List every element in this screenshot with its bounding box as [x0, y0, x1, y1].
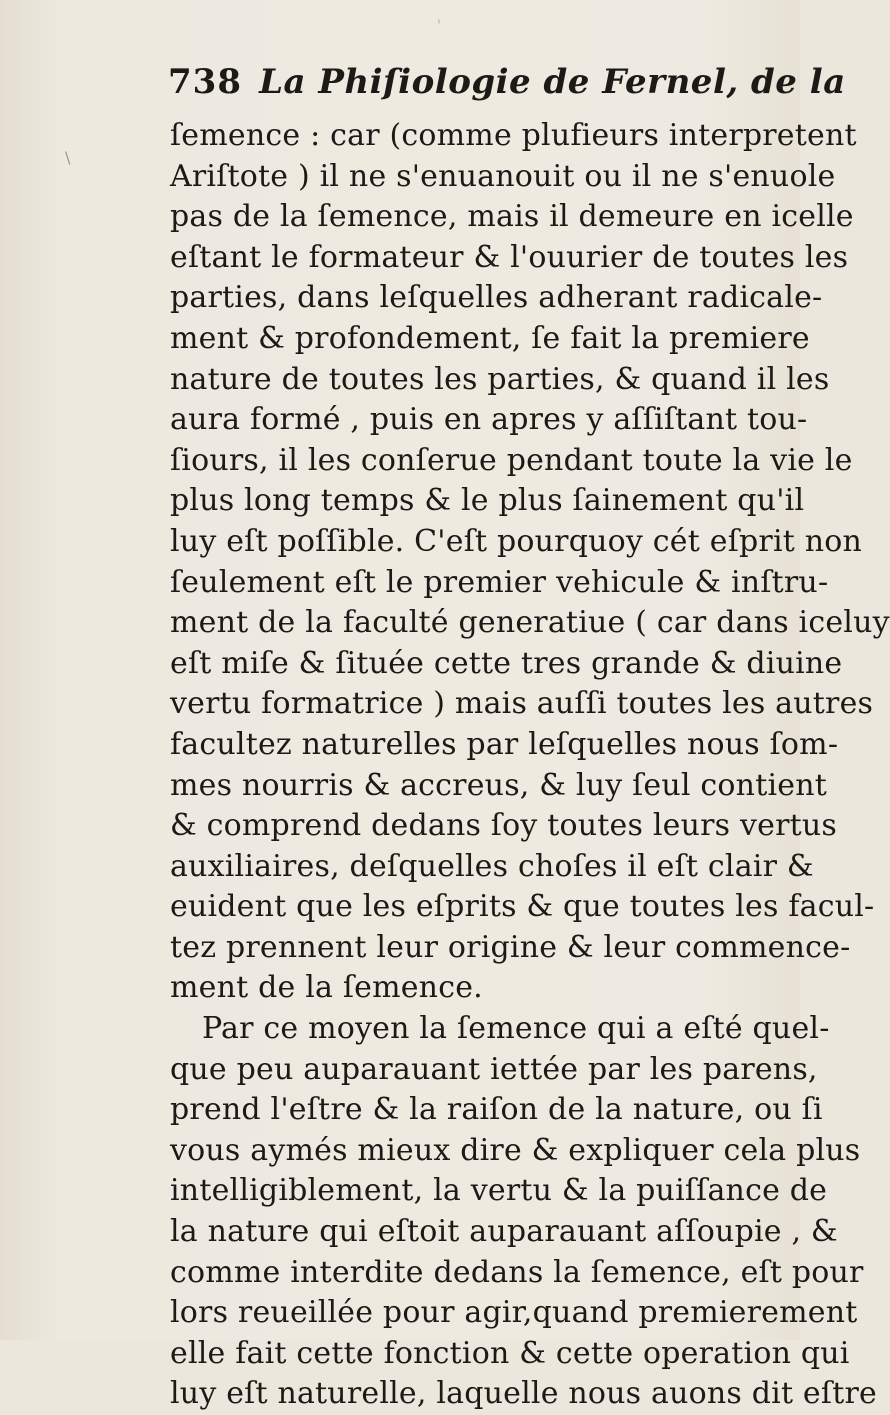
text-line: lors reueillée pour agir,quand premierement: [170, 1295, 858, 1331]
body-text: [170, 116, 890, 1415]
page-number: 738: [168, 62, 242, 102]
text-line: eſt miſe & ſituée cette tres grande & diuine: [170, 645, 843, 681]
text-line: vous aymés mieux dire & expliquer cela plus: [170, 1132, 861, 1168]
text-line: Ariſtote ) il ne s'enuanouit ou il ne s'enuole: [170, 158, 836, 194]
text-line: ment de la ſemence.: [170, 970, 483, 1006]
text-line: luy eſt naturelle, laquelle nous auons dit eſtre: [170, 1376, 877, 1412]
text-line: mes nourris & accreus, & luy ſeul contient: [170, 767, 827, 803]
text-line: plus long temps & le plus ſainement qu'il: [170, 483, 805, 519]
text-line: parties, dans leſquelles adherant radicale-: [170, 280, 823, 316]
text-line: comme interdite dedans la ſemence, eſt pour: [170, 1254, 864, 1290]
text-line: nature de toutes les parties, & quand il les: [170, 361, 830, 397]
text-line: ſeulement eſt le premier vehicule & inſtru-: [170, 564, 829, 600]
text-line: intelligiblement, la vertu & la puiſſance de: [170, 1173, 828, 1209]
text-line: luy eſt poſſible. C'eſt pourquoy cét eſprit non: [170, 523, 863, 559]
text-line: elle fait cette fonction & cette operation qui: [170, 1335, 850, 1371]
paragraph-start-line: Par ce moyen la ſemence qui a eſté quel-: [202, 1011, 830, 1047]
text-line: euident que les eſprits & que toutes les facul-: [170, 889, 875, 925]
text-line: pas de la ſemence, mais il demeure en icelle: [170, 199, 854, 235]
text-line: que peu auparauant iettée par les parens,: [170, 1051, 818, 1087]
ink-mark: ': [437, 18, 441, 34]
text-line: ſiours, il les conſerue pendant toute la vie le: [170, 442, 853, 478]
text-line: auxiliaires, deſquelles choſes il eſt clair &: [170, 848, 814, 884]
text-line: aura formé , puis en apres y aſſiſtant tou-: [170, 402, 808, 438]
text-line: la nature qui eſtoit auparauant aſſoupie , &: [170, 1214, 838, 1250]
text-line: eſtant le formateur & l'ouurier de toutes les: [170, 239, 849, 275]
margin-mark: \: [65, 148, 71, 167]
text-line: prend l'eſtre & la raiſon de la nature, ou ſi: [170, 1092, 823, 1128]
running-title: La Phiſiologie de Fernel, de la: [259, 62, 846, 102]
text-line: ment de la faculté generatiue ( car dans iceluy: [170, 605, 890, 641]
text-line: vertu formatrice ) mais auſſi toutes les autres: [170, 686, 874, 722]
text-line: facultez naturelles par leſquelles nous ſom-: [170, 726, 839, 762]
page-header: [168, 62, 846, 112]
text-line: tez prennent leur origine & leur commence-: [170, 929, 851, 965]
text-line: ſemence : car (comme plufieurs interpretent: [170, 118, 857, 153]
text-line: ment & profondement, ſe fait la premiere: [170, 320, 810, 356]
text-line: & comprend dedans ſoy toutes leurs vertus: [170, 808, 837, 844]
